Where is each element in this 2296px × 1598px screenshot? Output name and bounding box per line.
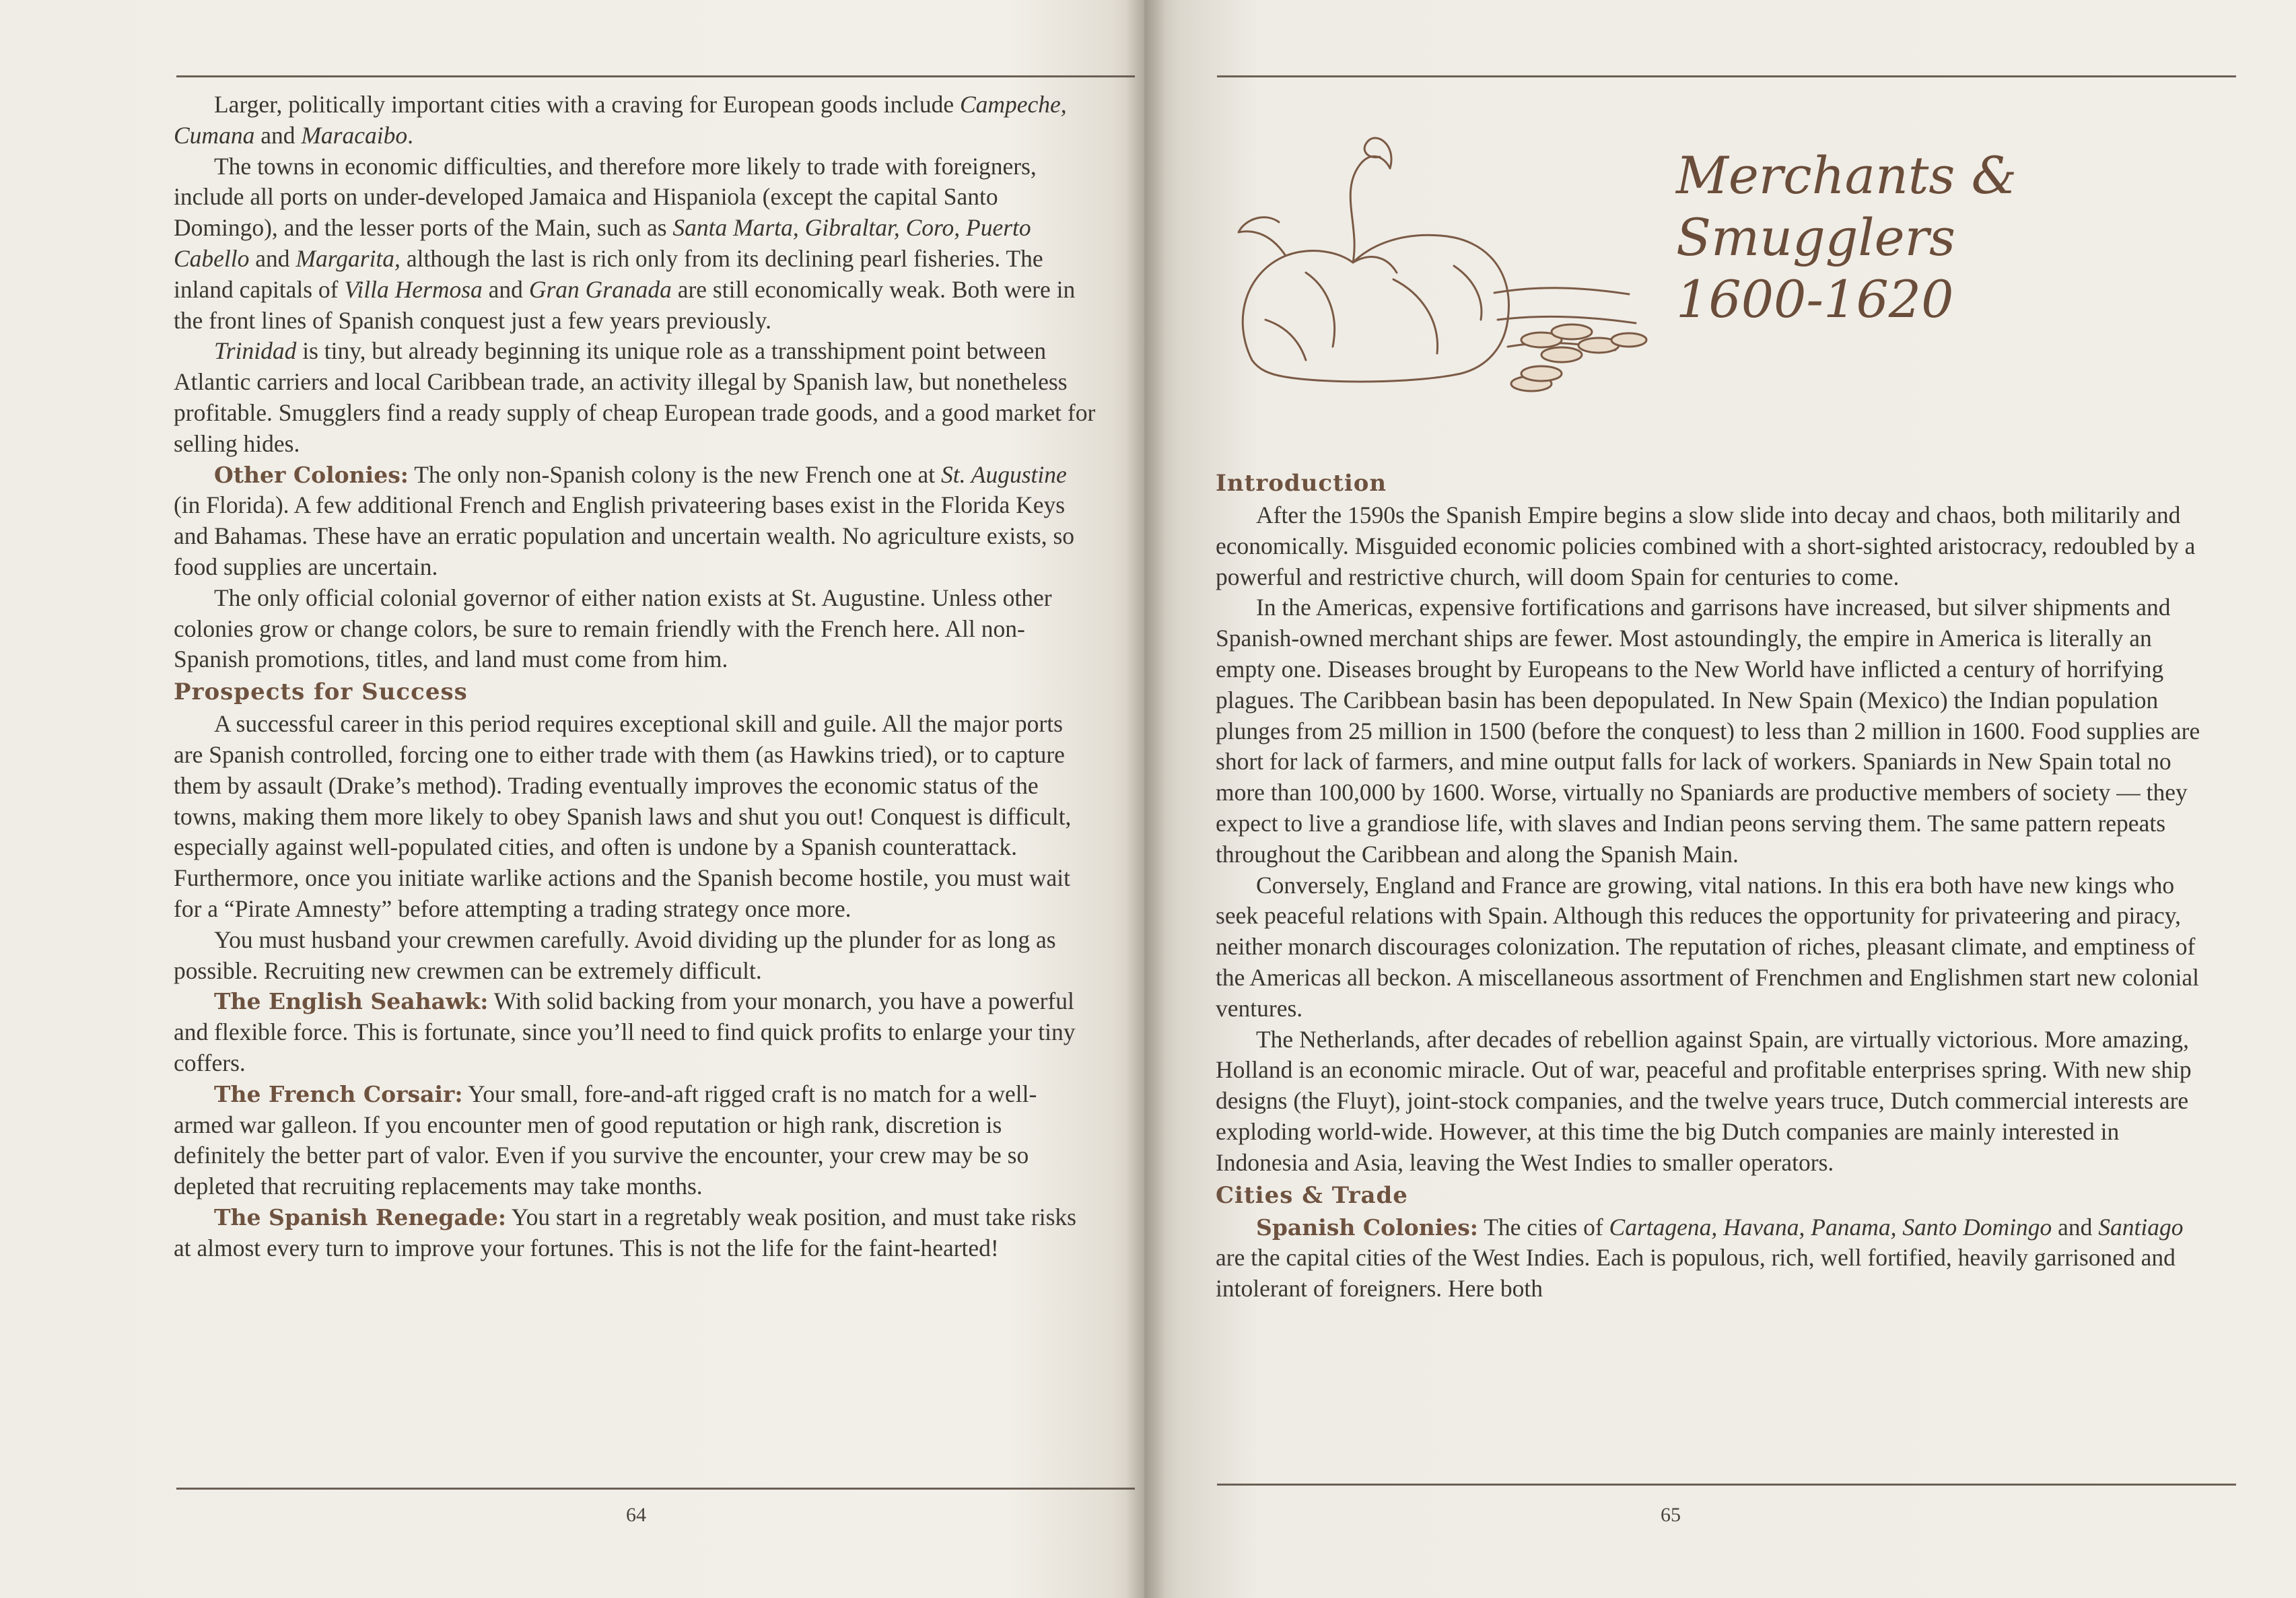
text-run: The Netherlands, after decades of rebellion against Spain, are virtually victorious. More amazing, Holland is an economic miracle. Out of war, peaceful and profitable enterprises spring. With new ship designs (the Fluyt), joint-stock companies, and the twelve years truce, Dutch commercial interests are exploding world-wide. However, at this time the big Dutch companies are mainly interested in Indonesia and Asia, leaving the West Indies to smaller operators. xyxy=(1216,1025,2192,1176)
body-paragraph xyxy=(174,90,1096,151)
text-run: With solid backing from your monarch, you have a powerful and flexible force. This is fortunate, since you’ll need to find quick profits to enlarge your tiny coffers. xyxy=(174,987,1076,1076)
section-heading: Introduction xyxy=(1216,470,1387,497)
right-page xyxy=(1144,0,2296,1598)
chapter-title xyxy=(1676,145,2107,331)
right-body-text xyxy=(1216,466,2205,1476)
text-run: Larger, politically important cities with a craving for European goods include xyxy=(214,91,960,118)
italic-text: Gran Granada xyxy=(528,275,672,303)
text-run: are still economically weak. Both were in the front lines of Spanish conquest just a few years previously. xyxy=(174,275,1076,334)
body-paragraph xyxy=(174,151,1096,337)
section-heading: Cities & Trade xyxy=(1216,1181,1408,1209)
text-run: are the capital cities of the West Indies. Each is populous, rich, well fortified, heavily garrisoned and intolerant of foreigners. Here both xyxy=(1216,1244,2176,1302)
text-run: (in Florida). A few additional French and English privateering bases exist in the Florida Keys and Bahamas. These have an erratic population and uncertain wealth. No agriculture exists, so food supplies are uncertain. xyxy=(174,491,1075,580)
top-rule xyxy=(176,75,1135,77)
italic-text: Santa Marta, Gibraltar, Coro, Puerto Cabello xyxy=(174,214,1031,272)
left-body-text xyxy=(174,90,1096,1402)
body-paragraph xyxy=(174,1202,1096,1264)
text-run: After the 1590s the Spanish Empire begins a slow slide into decay and chaos, both militarily and economically. Misguided economic policies combined with a short-sighted aristocracy, redoubled by a powerful and restrictive church, will doom Spain for centuries to come. xyxy=(1216,501,2196,590)
title-line-3: 1600-1620 xyxy=(1676,269,1954,329)
italic-text: Santiago xyxy=(2098,1213,2184,1241)
text-run: is tiny, but already beginning its unique role as a transshipment point between Atlantic carriers and local Caribbean trade, an activity illegal by Spanish law, but nonetheless profitable. Smugglers find a ready supply of cheap European trade goods, and a good market for selling hides. xyxy=(174,337,1096,457)
text-run: although the last is rich only from its declining pearl fisheries. The inland capitals of xyxy=(174,244,1043,303)
body-paragraph xyxy=(174,583,1096,675)
title-line-1: Merchants & xyxy=(1676,145,2017,205)
section-heading: Prospects for Success xyxy=(174,679,468,706)
title-line-2: Smugglers xyxy=(1676,207,1955,267)
text-run: and xyxy=(2052,1213,2099,1241)
run-in-heading: The English Seahawk: xyxy=(214,988,489,1015)
top-rule xyxy=(1217,75,2236,77)
text-run: The only official colonial governor of either nation exists at St. Augustine. Unless other colonies grow or change colors, be sure to remain friendly with the French here. All non-Spanish promotions, titles, and land must come from him. xyxy=(174,584,1052,673)
body-paragraph xyxy=(1216,592,2205,870)
text-run: The only non-Spanish colony is the new French one at xyxy=(408,460,942,488)
text-run: A successful career in this period requires exceptional skill and guile. All the major ports are Spanish controlled, forcing one to either trade with them (as Hawkins tried), or to capture them by assault (Drake’s method). Trading eventually improves the economic status of the towns, making them more likely to obey Spanish laws and shut you out! Conquest is difficult, especially against well-populated cities, and often is undone by a Spanish counterattack. Furthermore, once you initiate warlike actions and the Spanish become hostile, you must wait for a “Pirate Amnesty” before attempting a trading strategy once more. xyxy=(174,710,1072,922)
body-paragraph xyxy=(174,709,1096,925)
body-paragraph xyxy=(174,1079,1096,1202)
money-sack-with-coins-icon xyxy=(1225,118,1656,401)
italic-text: St. Augustine xyxy=(941,460,1067,488)
text-run: The cities of xyxy=(1477,1213,1609,1241)
body-paragraph xyxy=(174,925,1096,987)
run-in-heading: Other Colonies: xyxy=(214,461,409,488)
text-run: Conversely, England and France are growing, vital nations. In this era both have new kings who seek peaceful relations with Spain. Although this reduces the opportunity for privateering and piracy, neither monarch discourages colonization. The reputation of riches, pleasant climate, and emptiness of the Americas all beckon. A miscellaneous assortment of Frenchmen and Englishmen start new colonial ventures. xyxy=(1216,871,2200,1022)
italic-text: Villa Hermosa xyxy=(344,275,483,303)
body-paragraph xyxy=(1216,870,2205,1024)
body-paragraph xyxy=(1216,1212,2205,1305)
bottom-rule xyxy=(176,1488,1135,1490)
text-run: The towns in economic difficulties, and therefore more likely to trade with foreigners, include all ports on under-developed Jamaica and Hispaniola (except the capital Santo Domingo), and the lesser ports of the Main, such as xyxy=(174,152,1037,242)
italic-text: Cartagena, Havana, Panama, Santo Domingo xyxy=(1609,1213,2052,1241)
text-run: You start in a regretably weak position, and must take risks at almost every turn to improve your fortunes. This is not the life for the faint-hearted! xyxy=(174,1203,1076,1261)
text-run: and xyxy=(482,275,529,303)
run-in-heading: The French Corsair: xyxy=(214,1080,463,1107)
italic-text: Maracaibo xyxy=(301,121,408,149)
body-paragraph xyxy=(174,336,1096,459)
body-paragraph xyxy=(174,986,1096,1078)
italic-text: Campeche, Cumana xyxy=(174,91,1067,149)
italic-text: Margarita, xyxy=(295,244,401,272)
bottom-rule xyxy=(1217,1484,2236,1486)
page-number: 64 xyxy=(626,1504,646,1526)
text-run: . xyxy=(407,121,413,149)
book-gutter xyxy=(1125,0,1166,1598)
page-number: 65 xyxy=(1661,1504,1681,1526)
text-run: Your small, fore-and-aft rigged craft is no match for a well-armed war galleon. If you encounter men of good reputation or high rank, discretion is definitely the better part of valor. Even if you survive the encounter, your crew may be so depleted that recruiting replacements may take months. xyxy=(174,1080,1037,1200)
text-run: In the Americas, expensive fortifications and garrisons have increased, but silver shipments and Spanish-owned merchant ships are fewer. Most astoundingly, the empire in America is literally an empty one. Diseases brought by Europeans to the New World have inflicted a century of horrifying plagues. The Caribbean basin has been depopulated. In New Spain (Mexico) the Indian population plunges from 25 million in 1500 (before the conquest) to less than 2 million in 1600. Food supplies are short for lack of farmers, and mine output falls for lack of workers. Spaniards in New Spain total no more than 100,000 by 1600. Worse, virtually no Spaniards are productive members of society — they expect to live a grandiose life, with slaves and Indian peons serving them. The same pattern repeats throughout the Caribbean and along the Spanish Main. xyxy=(1216,594,2200,868)
body-paragraph xyxy=(1216,500,2205,592)
text-run: and xyxy=(254,121,302,149)
run-in-heading: The Spanish Renegade: xyxy=(214,1204,507,1230)
body-paragraph xyxy=(174,460,1096,583)
italic-text: Trinidad xyxy=(214,337,297,365)
left-page xyxy=(0,0,1144,1598)
run-in-heading: Spanish Colonies: xyxy=(1256,1214,1478,1241)
body-paragraph xyxy=(1216,1024,2205,1179)
text-run: and xyxy=(249,244,296,272)
text-run: You must husband your crewmen carefully. Avoid dividing up the plunder for as long as possible. Recruiting new crewmen can be extremely difficult. xyxy=(174,926,1056,984)
